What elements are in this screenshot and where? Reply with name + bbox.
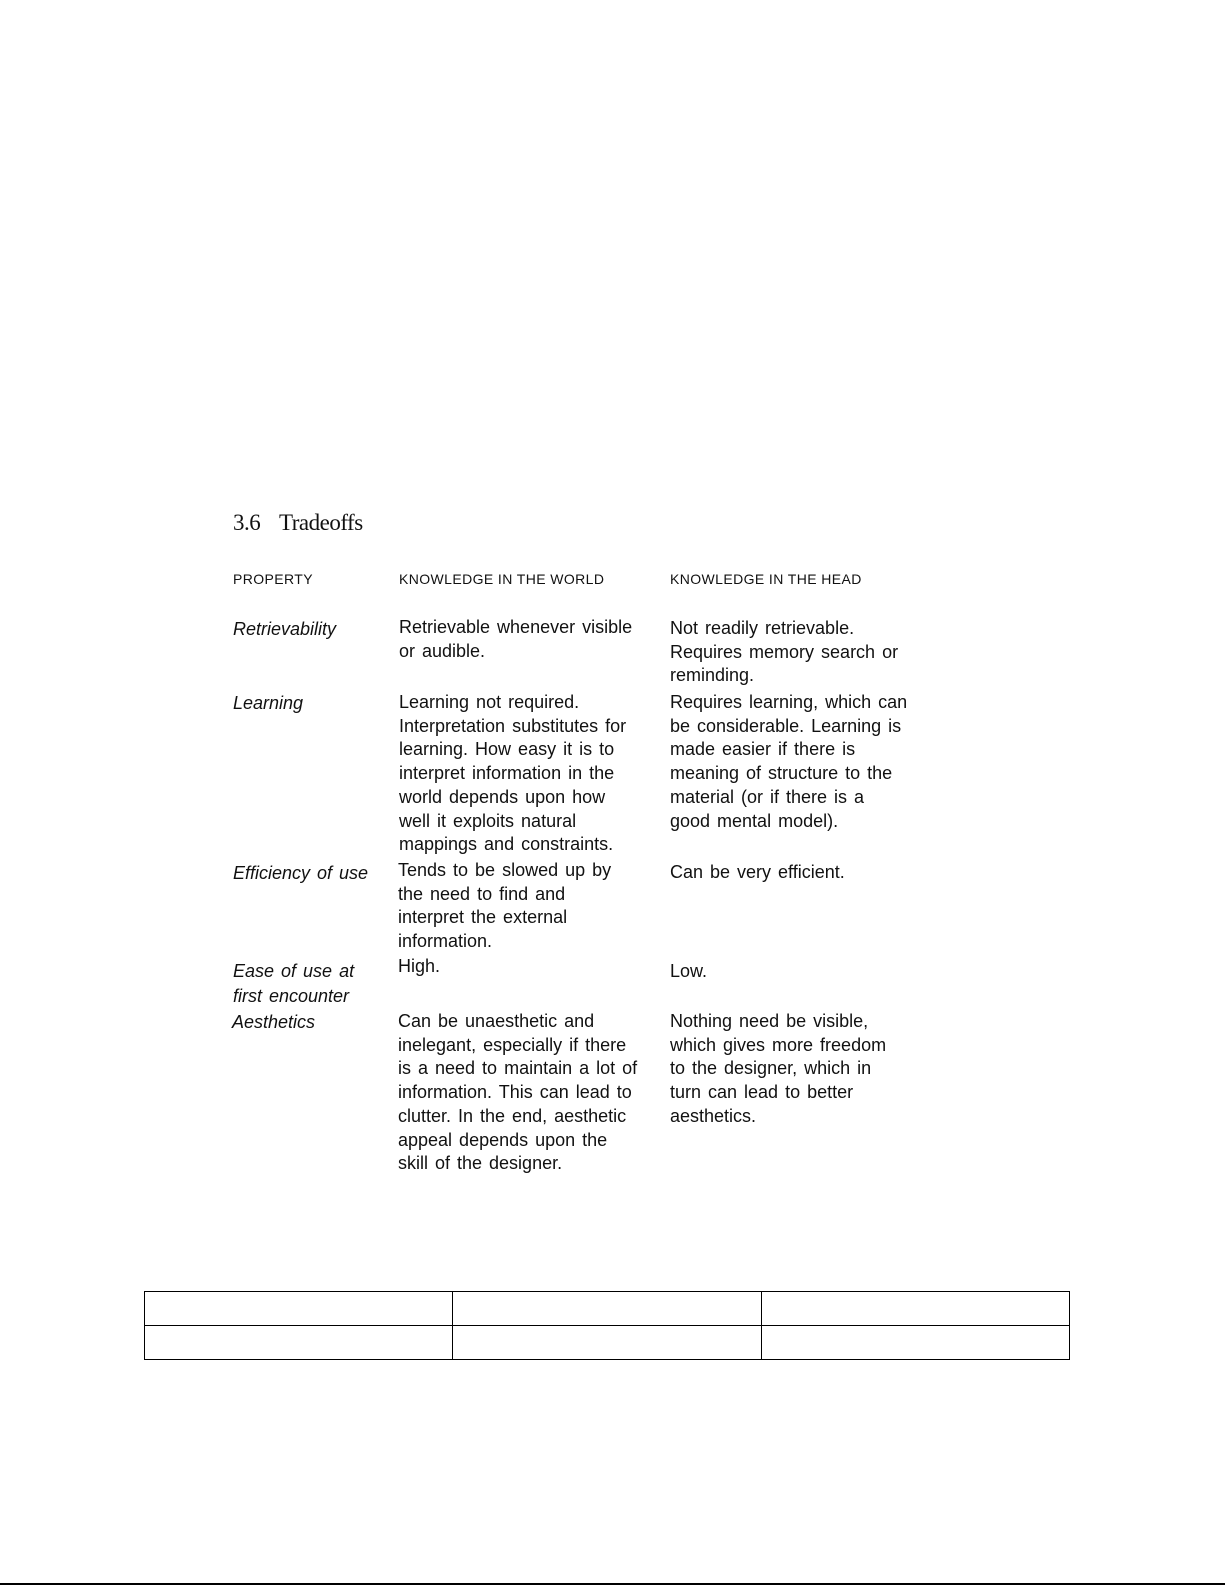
table-cell xyxy=(145,1292,453,1326)
table-cell xyxy=(453,1326,761,1360)
row-world-learning: Learning not required. Interpretation substitutes for learning. How easy it is to interpret information in the world depends upon how well it exploits natural mappings and constraints. xyxy=(399,692,627,855)
section-heading xyxy=(233,510,363,536)
table-cell xyxy=(761,1326,1069,1360)
table-cell xyxy=(761,1292,1069,1326)
row-property-efficiency: Efficiency of use xyxy=(233,863,369,883)
row-property-learning: Learning xyxy=(233,693,304,713)
row-property-retrievability: Retrievability xyxy=(233,619,337,639)
table-cell xyxy=(145,1326,453,1360)
table-cell xyxy=(453,1292,761,1326)
table-row xyxy=(145,1292,1070,1326)
table-row xyxy=(145,1326,1070,1360)
row-world-retrievability: Retrievable whenever visible or audible. xyxy=(399,617,633,661)
row-head-learning: Requires learning, which can be considerable. Learning is made easier if there is meaning of structure to the material (or if there is a good mental model). xyxy=(670,692,908,831)
row-property-aesthetics: Aesthetics xyxy=(232,1012,316,1032)
row-head-ease-of-use: Low. xyxy=(670,961,708,981)
row-head-efficiency: Can be very efficient. xyxy=(670,862,845,882)
row-world-efficiency: Tends to be slowed up by the need to find and interpret the external information. xyxy=(398,860,612,952)
column-header-world: KNOWLEDGE IN THE WORLD xyxy=(399,571,605,587)
row-head-retrievability: Not readily retrievable. Requires memory search or reminding. xyxy=(670,618,899,686)
section-title: Tradeoffs xyxy=(279,510,363,535)
row-world-aesthetics: Can be unaesthetic and inelegant, especially if there is a need to maintain a lot of information. This can lead to clutter. In the end, aesthetic appeal depends upon the skill of the designer. xyxy=(398,1011,638,1174)
section-number: 3.6 xyxy=(233,510,261,535)
column-header-property: PROPERTY xyxy=(233,571,313,587)
row-world-ease-of-use: High. xyxy=(398,956,441,976)
column-header-head: KNOWLEDGE IN THE HEAD xyxy=(670,571,862,587)
row-property-ease-of-use: Ease of use at first encounter xyxy=(233,961,355,1006)
row-head-aesthetics: Nothing need be visible, which gives more freedom to the designer, which in turn can lead to better aesthetics. xyxy=(670,1011,887,1126)
empty-table xyxy=(144,1291,1070,1360)
